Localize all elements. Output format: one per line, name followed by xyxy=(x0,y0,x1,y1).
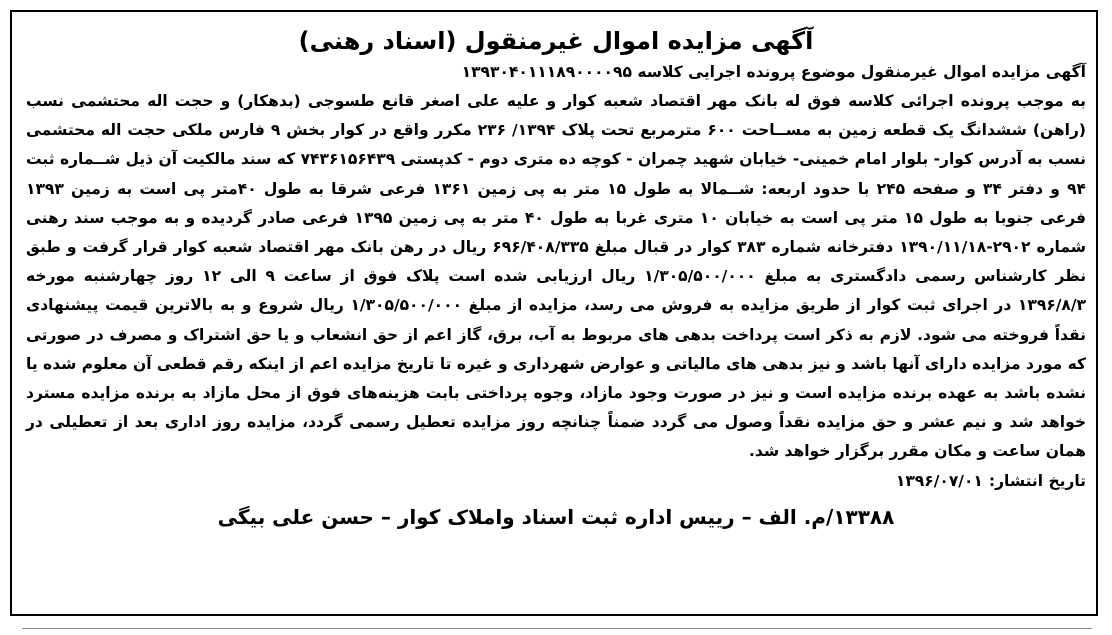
bottom-divider xyxy=(22,628,1092,629)
notice-frame xyxy=(10,10,1098,616)
signature-line: ۱۳۳۸۸/م. الف – رییس اداره ثبت اسناد واملاک کوار – حسن علی بیگی xyxy=(217,504,895,529)
publish-date-line xyxy=(26,467,1086,496)
notice-title: آگهی مزایده اموال غیرمنقول (اسناد رهنی) xyxy=(298,27,814,55)
notice-content xyxy=(26,24,1086,534)
publish-date-label: تاریخ انتشار: xyxy=(988,471,1086,490)
notice-subtitle: آگهی مزایده اموال غیرمنقول موضوع پرونده اجرایی کلاسه ۱۳۹۳۰۴۰۱۱۱۸۹۰۰۰۰۹۵ xyxy=(461,63,1086,81)
publish-date-value: ۱۳۹۶/۰۷/۰۱ xyxy=(895,471,983,490)
notice-body: به موجب پرونده اجرائی کلاسه فوق له بانک مهر اقتصاد شعبه کوار و علیه علی اصغر قانع طسوجی (بدهکار) و حجت اله محتشمی نسب (راهن) ششدانگ یک قطعه زمین به مســاحت ۶۰۰ مترمربع تحت پلاک ۱۳۹۴/ ۲۳۶ مکرر واقع در کوار بخش ۹ فارس ملکی حجت اله محتشمی نسب به آدرس کوار- بلوار امام خمینی- خیابان شهید چمران - کوچه ده متری دوم - کدپستی ۷۴۳۶۱۵۶۴۳۹ که سند مالکیت آن ذیل شــماره ثبت ۹۴ و دفتر ۳۴ و صفحه ۲۴۵ با حدود اربعه: شــمالا به طول ۱۵ متر به پی زمین ۱۳۶۱ فرعی شرقا به طول ۴۰متر پی است به زمین ۱۳۹۳ فرعی جنوبا به طول ۱۵ متر پی است به خیابان ۱۰ متری غربا به طول ۴۰ متر به پی زمین ۱۳۹۵ فرعی صادر گردیده و به موجب سند رهنی شماره ۲۹۰۲-۱۳۹۰/۱۱/۱۸ دفترخانه شماره ۳۸۳ کوار در قبال مبلغ ۶۹۶/۴۰۸/۳۳۵ ریال در رهن بانک مهر اقتصاد شعبه کوار قرار گرفت و طبق نظر کارشناس رسمی دادگستری به مبلغ ۱/۳۰۵/۵۰۰/۰۰۰ ریال ارزیابی شده است پلاک فوق از ساعت ۹ الی ۱۲ روز چهارشنبه مورخه ۱۳۹۶/۸/۳ در اجرای ثبت کوار از طریق مزایده به فروش می رسد، مزایده از مبلغ ۱/۳۰۵/۵۰۰/۰۰۰ ریال شروع و به بالاترین قیمت پیشنهادی نقداً فروخته می شود. لازم به ذکر است پرداخت بدهی های مربوط به آب، برق، گاز اعم از حق انشعاب و یا حق اشتراک و مصرف در صورتی که مورد مزایده دارای آنها باشد و نیز بدهی های مالیاتی و عوارض شهرداری و غیره تا تاریخ مزایده اعم از اینکه رقم قطعی آن معلوم شده یا نشده باشد به عهده برنده مزایده است و نیز در صورت وجود مازاد، وجوه پرداختی بابت هزینه‌های فوق از محل مازاد به برنده مزایده مسترد خواهد شد و نیم عشر و حق مزایده نقداً وصول می گردد ضمناً چنانچه روز مزایده تعطیل رسمی گردد، مزایده روز اداری بعد از تعطیلی در همان ساعت و مکان مقرر برگزار خواهد شد. xyxy=(26,92,1087,461)
